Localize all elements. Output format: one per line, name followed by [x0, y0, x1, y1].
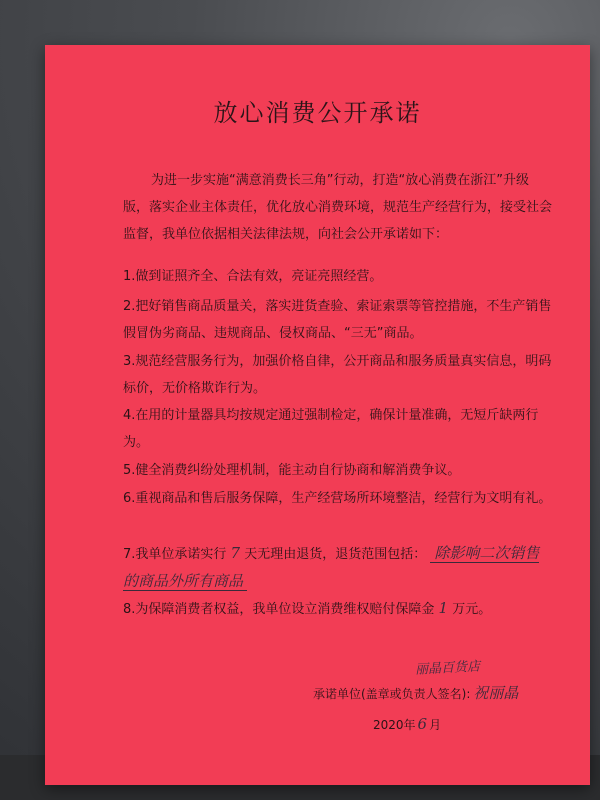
commitment-item-7	[123, 540, 553, 596]
date-year: 2020年	[373, 718, 416, 732]
signer-label: 承诺单位(盖章或负责人签名):	[313, 687, 471, 701]
handwritten-month: 6	[417, 715, 428, 733]
handwritten-return-scope: 除影响二次销售的商品外所有商品	[123, 544, 540, 590]
commitment-item-6: 6.重视商品和售后服务保障，生产经营场所环境整洁，经营行为文明有礼。	[123, 491, 552, 506]
date-suffix: 月	[429, 718, 442, 732]
signer-line	[313, 682, 518, 703]
item-8-suffix: 万元。	[452, 602, 492, 617]
handwritten-amount: 1	[438, 599, 449, 617]
handwritten-days: 7	[230, 544, 241, 562]
commitment-item-5: 5.健全消费纠纷处理机制，能主动自行协商和解消费争议。	[123, 463, 461, 478]
commitment-item-2: 2.把好销售商品质量关，落实进货查验、索证索票等管控措施，不生产销售假冒伪劣商品、违规商品、侵权商品、“三无”商品。	[123, 299, 552, 341]
handwritten-store-name: 丽晶百货店	[414, 659, 481, 678]
commitment-item-3: 3.规范经营服务行为，加强价格自律，公开商品和服务质量真实信息，明码标价，无价格欺诈行为。	[123, 354, 552, 396]
red-paper-sheet	[45, 45, 590, 785]
item-7-prefix: 7.我单位承诺实行	[123, 547, 227, 562]
intro-paragraph: 为进一步实施“满意消费长三角”行动，打造“放心消费在浙江”升级版，落实企业主体责任，优化放心消费环境，规范生产经营行为，接受社会监督，我单位依据相关法律法规，向社会公开承诺如下：	[123, 173, 553, 242]
document-title: 放心消费公开承诺	[213, 99, 422, 127]
commitment-item-1: 1.做到证照齐全、合法有效，亮证亮照经营。	[123, 269, 383, 284]
handwritten-signature: 祝丽晶	[473, 684, 519, 702]
item-7-middle: 天无理由退货，退货范围包括：	[244, 547, 427, 562]
commitment-item-8	[123, 595, 553, 623]
date-line	[373, 715, 441, 733]
commitment-item-4: 4.在用的计量器具均按规定通过强制检定，确保计量准确，无短斤缺两行为。	[123, 408, 539, 450]
item-8-prefix: 8.为保障消费者权益，我单位设立消费维权赔付保障金	[123, 602, 435, 617]
